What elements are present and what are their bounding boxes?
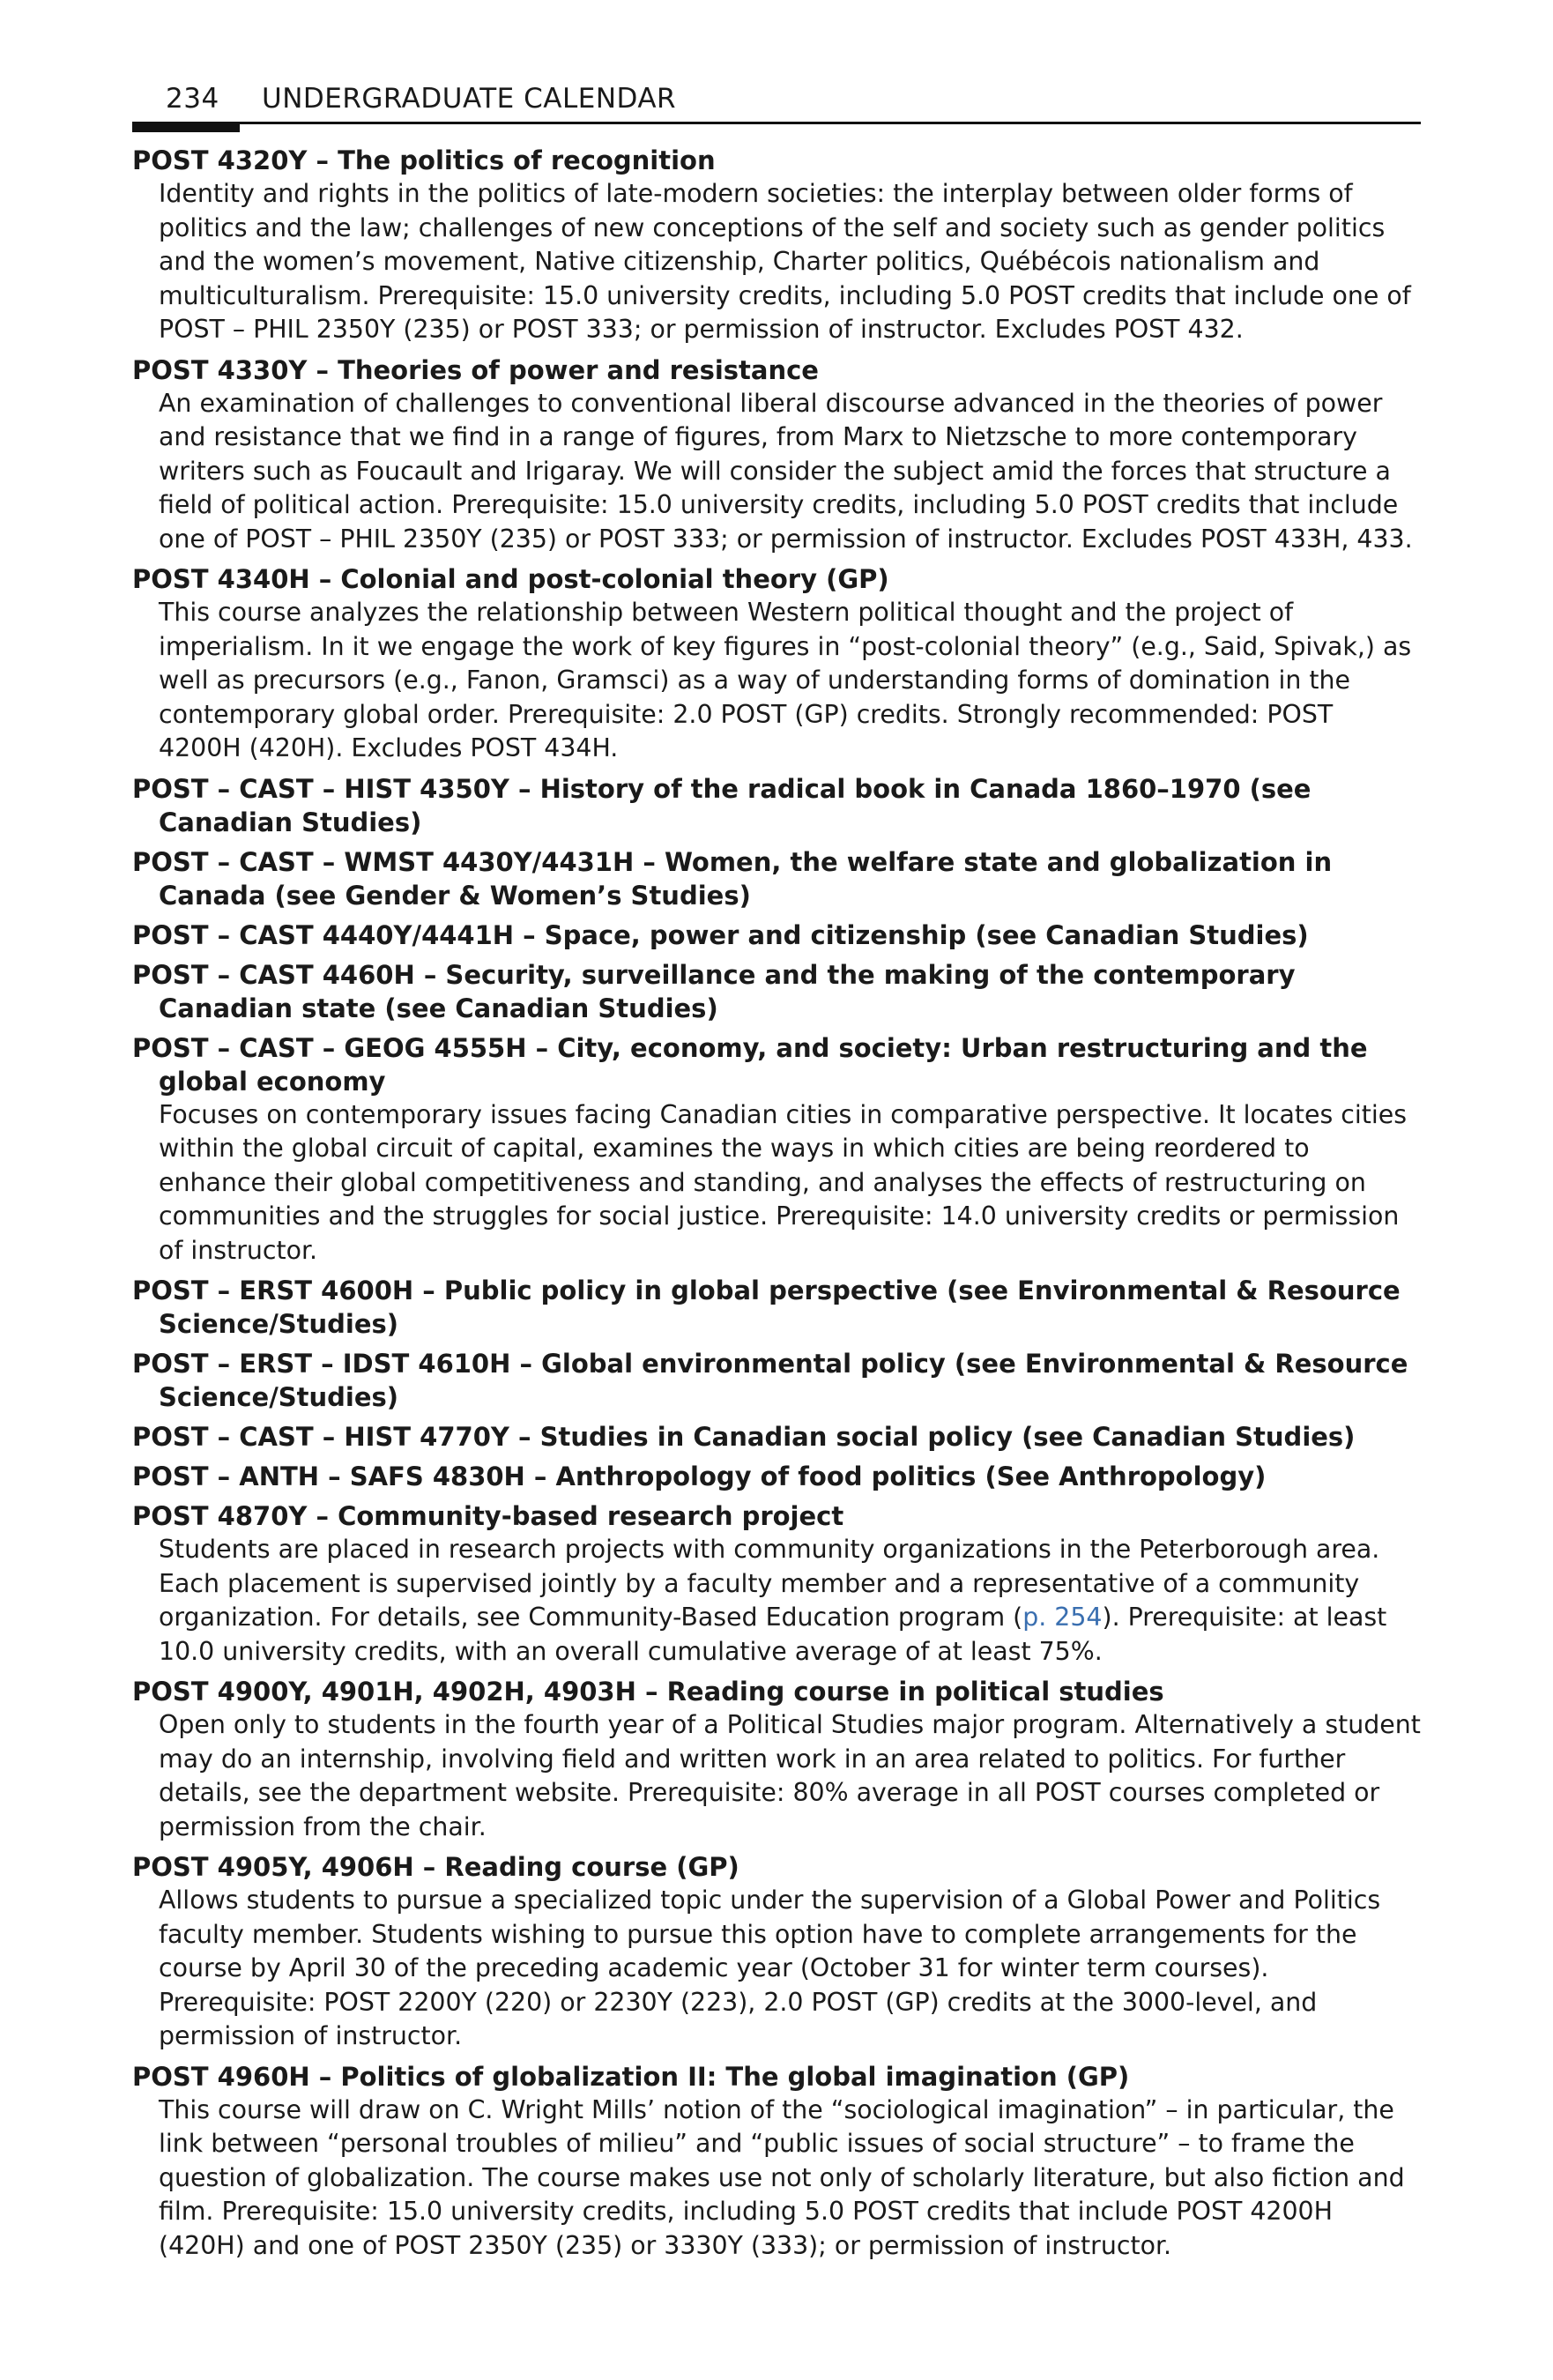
course-description: Focuses on contemporary issues facing Canadian cities in comparative perspective. It locates cities within the global circuit of capital, examines the ways in which cities are being reordered to enhance their global competitiveness and standing, and analyses the effects of restructuring on communities and the struggles for social justice. Prerequisite: 14.0 university credits or permission of instructor. — [159, 1099, 1408, 1265]
course-entry — [132, 1347, 1421, 1414]
course-title: POST 4330Y – Theories of power and resistance — [132, 354, 819, 385]
course-entry — [132, 562, 1421, 766]
course-entry — [132, 772, 1421, 839]
course-list — [132, 144, 1421, 2263]
course-title: POST 4320Y – The politics of recognition — [132, 145, 716, 175]
course-title: POST – ERST – IDST 4610H – Global environmental policy (see Environmental & Resource Science/Studies) — [132, 1349, 1408, 1412]
course-entry — [132, 845, 1421, 912]
course-title: POST – CAST – HIST 4350Y – History of the radical book in Canada 1860–1970 (see Canadian Studies) — [132, 773, 1312, 837]
course-description — [132, 1533, 1421, 1669]
course-title: POST 4960H – Politics of globalization II: The global imagination (GP) — [132, 2061, 1130, 2092]
course-entry — [132, 958, 1421, 1025]
course-entry — [132, 1850, 1421, 2054]
course-title: POST – CAST – WMST 4430Y/4431H – Women, the welfare state and globalization in Canada (see Gender & Women’s Studies) — [132, 846, 1333, 911]
course-title: POST – CAST 4460H – Security, surveillance and the making of the contemporary Canadian state (see Canadian Studies) — [132, 959, 1296, 1023]
course-entry — [132, 1031, 1421, 1268]
page-reference-link[interactable]: p. 254 — [1022, 1603, 1103, 1632]
course-entry — [132, 1274, 1421, 1341]
description-text: ). Prerequisite: at least 10.0 university credits, with an overall cumulative average of at least 75%. — [159, 1603, 1387, 1666]
course-title: POST – CAST 4440Y/4441H – Space, power and citizenship (see Canadian Studies) — [132, 919, 1309, 950]
course-title: POST – CAST – GEOG 4555H – City, economy, and society: Urban restructuring and the global economy — [132, 1032, 1368, 1097]
course-entry — [132, 1675, 1421, 1844]
course-entry — [132, 1420, 1421, 1454]
header-accent-bar — [132, 123, 240, 132]
course-title: POST – ERST 4600H – Public policy in global perspective (see Environmental & Resource Science/Studies) — [132, 1276, 1401, 1339]
course-entry — [132, 1499, 1421, 1669]
course-title: POST – ANTH – SAFS 4830H – Anthropology of food politics (See Anthropology) — [132, 1461, 1267, 1491]
page-header — [132, 72, 1421, 124]
course-entry — [132, 144, 1421, 347]
course-title: POST – CAST – HIST 4770Y – Studies in Canadian social policy (see Canadian Studies) — [132, 1422, 1356, 1452]
course-entry — [132, 1460, 1421, 1493]
course-title: POST 4870Y – Community-based research project — [132, 1501, 844, 1531]
course-entry — [132, 919, 1421, 952]
course-description: This course will draw on C. Wright Mills’ notion of the “sociological imagination” – in particular, the link between “personal troubles of milieu” and “public issues of social structure” – to frame the question of globalization. The course makes use not only of scholarly literature, but also fiction and film. Prerequisite: 15.0 university credits, including 5.0 POST credits that include POST 4200H (420H) and one of POST 2350Y (235) or 3330Y (333); or permission of instructor. — [159, 2094, 1405, 2260]
description-text: Students are placed in research projects with community organizations in the Peterborough area. Each placement is supervised jointly by a faculty member and a representative of a community organization. For details, see Community-Based Education program ( — [159, 1535, 1380, 1632]
page — [132, 72, 1421, 2269]
course-description: Open only to students in the fourth year of a Political Studies major program. Alternatively a student may do an internship, involving field and written work in an area related to politics. For further details, see the department website. Prerequisite: 80% average in all POST courses completed or permission from the chair. — [159, 1710, 1421, 1841]
course-description: An examination of challenges to conventional liberal discourse advanced in the theories of power and resistance that we find in a range of figures, from Marx to Nietzsche to more contemporary writers such as Foucault and Irigaray. We will consider the subject amid the forces that structure a field of political action. Prerequisite: 15.0 university credits, including 5.0 POST credits that include one of POST – PHIL 2350Y (235) or POST 333; or permission of instructor. Excludes POST 433H, 433. — [159, 388, 1413, 554]
course-title: POST 4900Y, 4901H, 4902H, 4903H – Reading course in political studies — [132, 1677, 1164, 1707]
page-number: 234 — [166, 83, 219, 115]
course-title: POST 4905Y, 4906H – Reading course (GP) — [132, 1852, 739, 1882]
course-description: This course analyzes the relationship between Western political thought and the project of imperialism. In it we engage the work of key figures in “post-colonial theory” (e.g., Said, Spivak,) as well as precursors (e.g., Fanon, Gramsci) as a way of understanding forms of domination in the contemporary global order. Prerequisite: 2.0 POST (GP) credits. Strongly recommended: POST 4200H (420H). Excludes POST 434H. — [159, 598, 1412, 762]
course-entry — [132, 2060, 1421, 2264]
course-description: Allows students to pursue a specialized topic under the supervision of a Global Power and Politics faculty member. Students wishing to pursue this option have to complete arrangements for the course by April 30 of the preceding academic year (October 31 for winter term courses). Prerequisite: POST 2200Y (220) or 2230Y (223), 2.0 POST (GP) credits at the 3000-level, and permission of instructor. — [159, 1885, 1381, 2050]
running-title: UNDERGRADUATE CALENDAR — [262, 83, 677, 115]
course-title: POST 4340H – Colonial and post-colonial theory (GP) — [132, 564, 889, 594]
course-entry — [132, 353, 1421, 557]
course-description: Identity and rights in the politics of late-modern societies: the interplay between older forms of politics and the law; challenges of new conceptions of the self and society such as gender politics and the women’s movement, Native citizenship, Charter politics, Québécois nationalism and multiculturalism. Prerequisite: 15.0 university credits, including 5.0 POST credits that include one of POST – PHIL 2350Y (235) or POST 333; or permission of instructor. Excludes POST 432. — [159, 179, 1411, 344]
